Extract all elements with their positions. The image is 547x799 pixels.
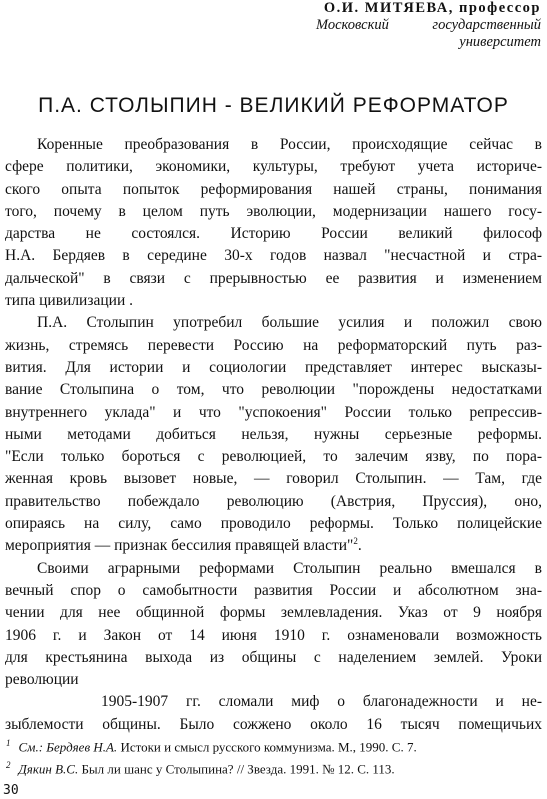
text-line: Н.А. Бердяев в середине 30-х годов назвал "несчастной и стра- — [5, 247, 542, 265]
text-line: 1906 г. и Закон от 14 июня 1910 г. ознаменовали возможность — [5, 626, 542, 644]
paragraph-2 — [5, 312, 542, 557]
text-line: ского опыта попыток реформирования нашей страны, понимания — [5, 180, 542, 198]
text-line: Своими аграрными реформами Столыпин реально вмешался в — [37, 559, 542, 577]
text-line: дальческой" в связи с прерывностью ее развития и изменением — [5, 269, 542, 287]
footnote-ref: 2 — [353, 536, 358, 547]
text-line: П.А. Столыпин употребил большие усилия и положил свою — [37, 314, 542, 332]
text-line: того, почему в целом путь эволюции, модернизации нашего госу- — [5, 202, 542, 220]
text-line: женная кровь вызовет новые, — говорил Столыпин. — Там, где — [5, 470, 542, 488]
footnote-1 — [6, 734, 543, 756]
author-affiliation-line1: Московский государственный — [316, 17, 541, 33]
text-line: революции — [5, 671, 79, 689]
footnote-number: 2 — [6, 760, 11, 771]
text-line: правительство побеждало революцию (Австрия, Пруссия), оно, — [5, 492, 542, 510]
page-number: 30 — [3, 783, 19, 798]
text-line: Коренные преобразования в России, происходящие сейчас в — [37, 136, 542, 153]
text-fragment: . — [357, 537, 362, 555]
author-affiliation-line2: университет — [459, 34, 541, 50]
footnote-number: 1 — [6, 738, 11, 748]
article-title: П.А. СТОЛЫПИН - ВЕЛИКИЙ РЕФОРМАТОР — [38, 94, 509, 117]
footnote-2 — [6, 756, 543, 778]
text-line: опираясь на силу, само проводило реформы. Только полицейские — [5, 515, 542, 533]
text-line: типа цивилизации . — [5, 292, 133, 310]
text-line: сфере политики, экономики, культуры, требуют учета историче- — [5, 158, 542, 176]
text-line: "Если только бороться с революцией, то залечим язву, по пора- — [5, 448, 542, 466]
text-line: вечный спор о самобытности развития России и абсолютном зна- — [5, 581, 542, 599]
paragraph-3 — [5, 558, 542, 736]
text-line: жизнь, стремясь перевести Россию на реформаторский путь раз- — [5, 336, 542, 354]
text-line: 1905-1907 гг. сломали миф о благонадежности и не- — [101, 693, 542, 711]
footnote-author: См.: Бердяев Н.А. — [18, 739, 118, 755]
text-line — [5, 535, 542, 557]
text-line: дарства не состоялся. Историю России великий философ — [5, 225, 542, 243]
text-line: для крестьянина выхода из общины с наделением землей. Уроки — [5, 648, 542, 666]
article-body — [5, 134, 542, 736]
text-line: вития. Для истории и социологии представляет интерес высказы- — [5, 358, 542, 376]
footnote-text: Был ли шанс у Столыпина? // Звезда. 1991. № 12. С. 113. — [78, 761, 395, 777]
text-line: внутреннего уклада" и что "успокоения" России только репрессив- — [5, 403, 542, 421]
footnotes — [6, 734, 543, 779]
text-line: вание Столыпина о том, что революции "порождены недостатками — [5, 381, 542, 399]
text-line: зыблемости общины. Было сожжено около 16 тысяч помещичьих — [5, 715, 542, 733]
paragraph-1 — [5, 134, 542, 312]
text-line: ными методами добиться нельзя, нужны серьезные реформы. — [5, 425, 542, 443]
author-name: О.И. МИТЯЕВА, профессор — [323, 0, 541, 16]
footnote-author: Дякин В.С. — [18, 761, 79, 777]
footnote-text: Истоки и смысл русского коммунизма. М., 1990. С. 7. — [117, 739, 417, 755]
text-fragment: мероприятия — признак бессилия правящей власти" — [5, 537, 354, 555]
text-line: чении для нее общинной формы землевладения. Указ от 9 ноября — [5, 604, 542, 622]
author-block — [316, 0, 541, 51]
